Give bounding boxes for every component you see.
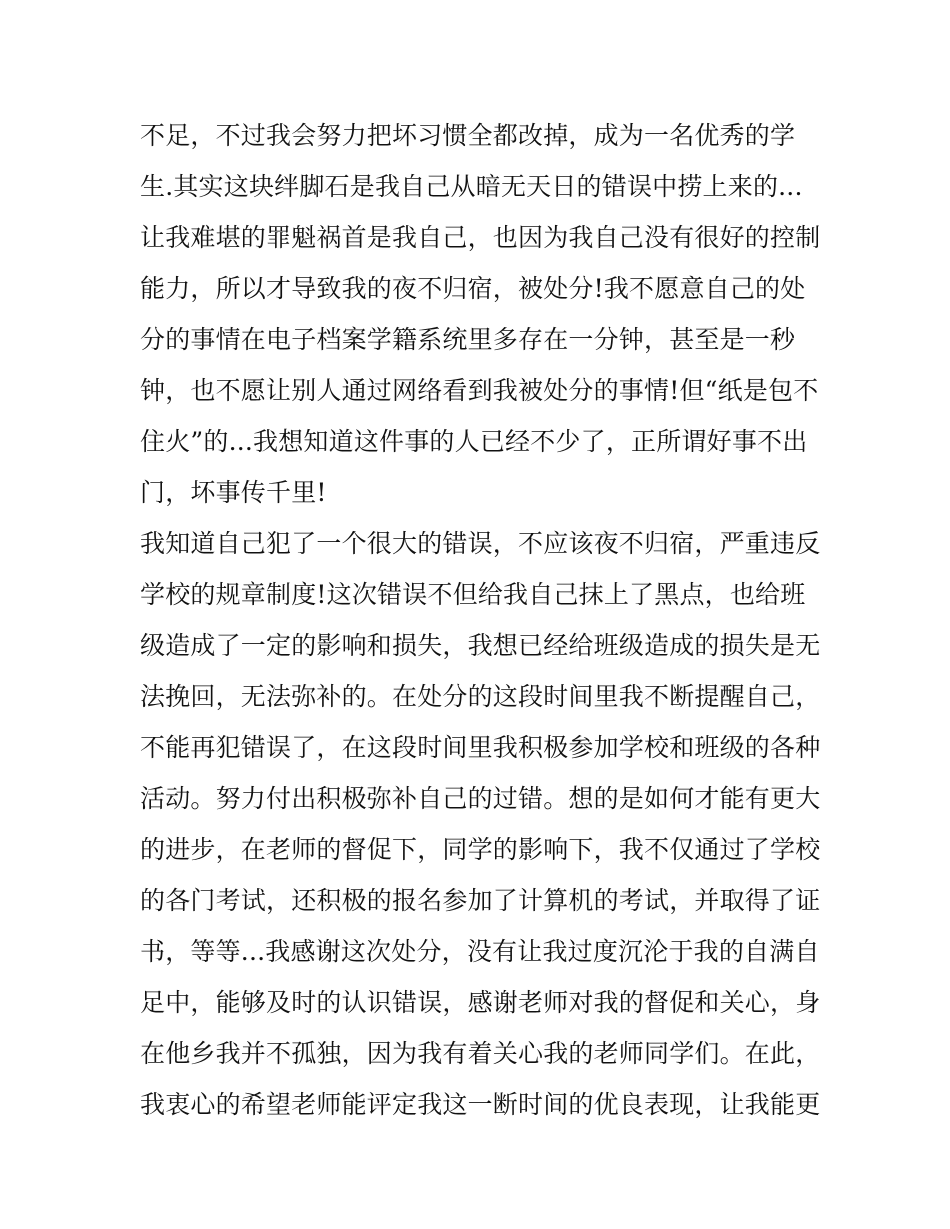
text-line: 在他乡我并不孤独，因为我有着关心我的老师同学们。在此， bbox=[140, 1039, 821, 1068]
text-line: 级造成了一定的影响和损失，我想已经给班级造成的损失是无 bbox=[140, 631, 821, 660]
text-line: 生.其实这块绊脚石是我自己从暗无天日的错误中捞上来的... bbox=[140, 172, 803, 201]
text-line: 让我难堪的罪魁祸首是我自己，也因为我自己没有很好的控制 bbox=[140, 223, 821, 252]
text-line: 住火”的...我想知道这件事的人已经不少了，正所谓好事不出 bbox=[140, 427, 808, 456]
text-line: 我衷心的希望老师能评定我这一断时间的优良表现，让我能更 bbox=[140, 1090, 821, 1119]
text-line: 门，坏事传千里! bbox=[140, 478, 327, 507]
text-line: 分的事情在电子档案学籍系统里多存在一分钟，甚至是一秒 bbox=[140, 325, 796, 354]
text-line: 不足，不过我会努力把坏习惯全都改掉，成为一名优秀的学 bbox=[140, 121, 796, 150]
text-line: 书，等等...我感谢这次处分，没有让我过度沉沦于我的自满自 bbox=[140, 937, 820, 966]
text-line: 学校的规章制度!这次错误不但给我自己抹上了黑点，也给班 bbox=[140, 580, 806, 609]
text-line: 不能再犯错误了，在这段时间里我积极参加学校和班级的各种 bbox=[140, 733, 821, 762]
text-line: 的各门考试，还积极的报名参加了计算机的考试，并取得了证 bbox=[140, 886, 821, 915]
text-line: 我知道自己犯了一个很大的错误，不应该夜不归宿，严重违反 bbox=[140, 529, 821, 558]
text-line: 的进步，在老师的督促下，同学的影响下，我不仅通过了学校 bbox=[140, 835, 821, 864]
text-line: 法挽回，无法弥补的。在处分的这段时间里我不断提醒自己， bbox=[140, 682, 821, 711]
body-text bbox=[140, 110, 830, 1130]
text-line: 活动。努力付出积极弥补自己的过错。想的是如何才能有更大 bbox=[140, 784, 821, 813]
text-line: 能力，所以才导致我的夜不归宿，被处分!我不愿意自己的处 bbox=[140, 274, 806, 303]
text-line: 足中，能够及时的认识错误，感谢老师对我的督促和关心，身 bbox=[140, 988, 821, 1017]
text-line: 钟，也不愿让别人通过网络看到我被处分的事情!但“纸是包不 bbox=[140, 376, 819, 405]
